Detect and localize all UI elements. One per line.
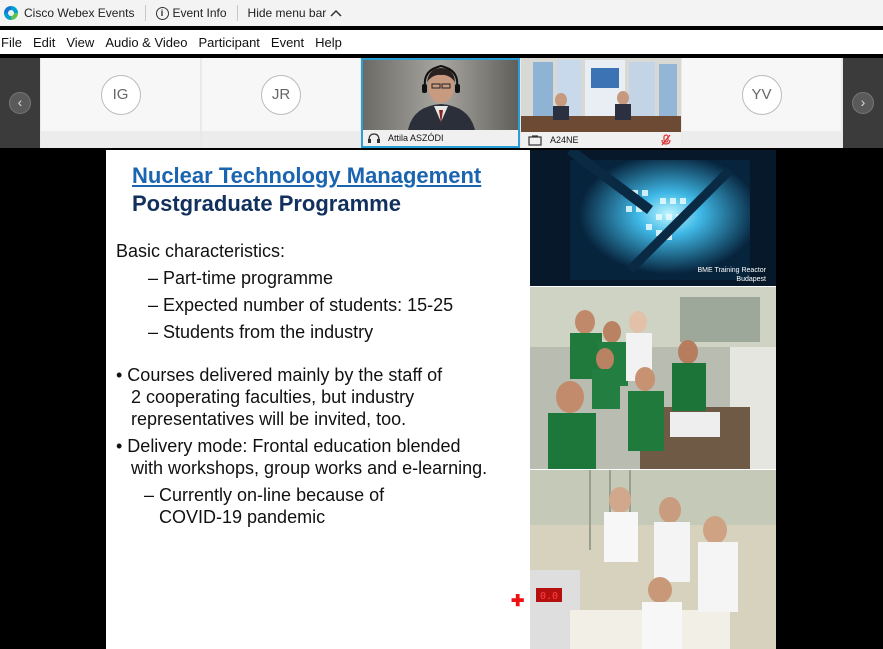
headset-icon xyxy=(366,132,382,144)
basic-heading: Basic characteristics: xyxy=(116,241,286,261)
muted-mic-icon[interactable] xyxy=(661,134,671,146)
sub-bullet-line: – Currently on-line because of xyxy=(144,485,385,505)
menu-view[interactable]: View xyxy=(66,34,95,50)
participant-strip xyxy=(0,58,883,148)
scroll-left-button[interactable] xyxy=(0,58,40,148)
participant-tile-attila[interactable] xyxy=(361,58,520,148)
tile-caption-bar xyxy=(682,131,841,148)
tile-caption-bar xyxy=(521,132,681,148)
menu-audio-video[interactable]: Audio & Video xyxy=(105,34,188,50)
participant-tile-yv[interactable] xyxy=(682,58,841,148)
tile-caption-bar xyxy=(202,131,360,148)
title-bar xyxy=(0,0,883,26)
chevron-up-icon xyxy=(330,9,342,17)
lab-image xyxy=(530,470,776,649)
menu-file[interactable]: File xyxy=(1,34,22,50)
lab-photo xyxy=(530,470,776,649)
menu-event[interactable]: Event xyxy=(270,34,305,50)
app-title: Cisco Webex Events xyxy=(24,6,135,20)
room-video xyxy=(521,58,681,132)
participant-tile-a24ne[interactable] xyxy=(521,58,681,148)
slide-subtitle: Postgraduate Programme xyxy=(132,191,401,216)
chevron-left-icon: ‹ xyxy=(9,92,31,114)
participant-name: Attila ASZÓDI xyxy=(388,133,444,143)
basic-item: – Expected number of students: 15-25 xyxy=(148,295,454,315)
lab-display: 0.0 xyxy=(540,591,559,602)
students-image xyxy=(530,287,776,469)
bullet-line: • Courses delivered mainly by the staff of xyxy=(116,365,443,385)
avatar: IG xyxy=(101,75,141,115)
tile-caption-bar xyxy=(363,130,518,146)
avatar: YV xyxy=(742,75,782,115)
event-info-label: Event Info xyxy=(172,6,227,20)
hide-menu-bar-button[interactable] xyxy=(248,6,343,20)
sub-bullet-line: COVID-19 pandemic xyxy=(144,507,326,527)
menu-edit[interactable]: Edit xyxy=(32,34,56,50)
speaker-video xyxy=(363,60,518,130)
hide-menu-label: Hide menu bar xyxy=(247,6,327,20)
basic-item: – Part-time programme xyxy=(148,268,334,288)
reactor-photo xyxy=(530,150,776,286)
event-info-button[interactable] xyxy=(156,6,227,20)
menu-help[interactable]: Help xyxy=(315,34,342,50)
students-photo xyxy=(530,287,776,469)
bullet-line: representatives will be invited, too. xyxy=(116,409,407,429)
participant-tile-ig[interactable] xyxy=(41,58,200,148)
participant-name: A24NE xyxy=(550,135,579,145)
scroll-right-button[interactable] xyxy=(843,58,883,148)
bullet-line: with workshops, group works and e-learning. xyxy=(116,458,488,478)
menu-bar xyxy=(0,30,883,54)
webex-logo-icon xyxy=(4,6,18,20)
divider xyxy=(237,5,238,21)
bullet-line: 2 cooperating faculties, but industry xyxy=(116,387,415,407)
participant-tile-jr[interactable] xyxy=(202,58,360,148)
menu-participant[interactable]: Participant xyxy=(198,34,260,50)
tile-caption-bar xyxy=(41,131,200,148)
device-icon xyxy=(528,135,542,146)
basic-item: – Students from the industry xyxy=(148,322,374,342)
info-icon: i xyxy=(156,7,169,20)
reactor-caption-1: BME Training Reactor xyxy=(697,267,766,274)
divider xyxy=(145,5,146,21)
shared-slide xyxy=(106,150,776,649)
reactor-caption-2: Budapest xyxy=(736,276,766,283)
chevron-right-icon: › xyxy=(852,92,874,114)
pointer-marker-icon: ✚ xyxy=(511,593,525,610)
avatar: JR xyxy=(261,75,301,115)
reactor-image xyxy=(530,150,776,286)
bullet-line: • Delivery mode: Frontal education blended xyxy=(116,436,461,456)
slide-title: Nuclear Technology Management xyxy=(132,163,482,188)
